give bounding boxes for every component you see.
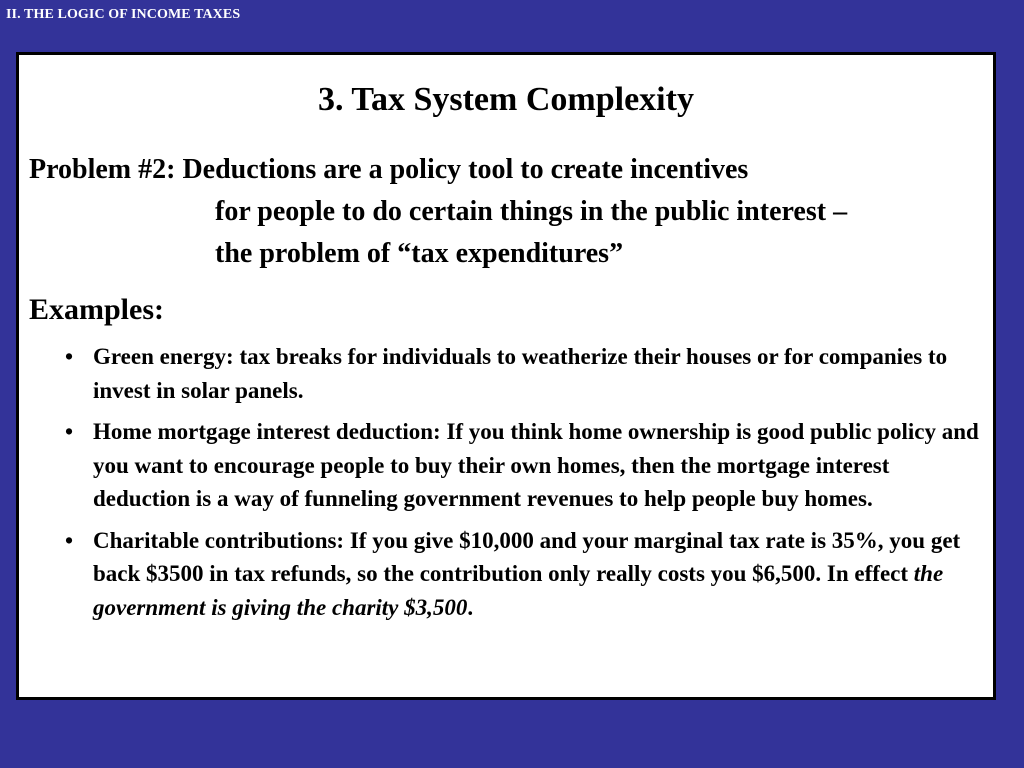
examples-list: [65, 340, 985, 632]
bullet-text: Green energy: tax breaks for individuals to weatherize their houses or for companies to invest in solar panels.: [93, 344, 948, 403]
bullet-text: Home mortgage interest deduction: If you think home ownership is good public policy and you want to encourage people to buy their own homes, then the mortgage interest deduction is a way of funneling government revenues to help people buy homes.: [93, 419, 979, 511]
problem-line-1: Problem #2: Deductions are a policy tool to create incentives: [29, 154, 749, 185]
bullet-text: Charitable contributions: If you give $10,000 and your marginal tax rate is 35%, you get back $3500 in tax refunds, so the contribution only really costs you $6,500. In effect: [93, 527, 961, 586]
examples-heading: Examples:: [29, 293, 164, 326]
section-header: II. THE LOGIC OF INCOME TAXES: [6, 7, 241, 22]
list-item-mortgage-interest: [65, 415, 985, 516]
problem-line-3: the problem of “tax expenditures”: [215, 238, 624, 269]
slide-title: 3. Tax System Complexity: [318, 81, 694, 118]
slide-panel: [16, 52, 996, 700]
bullet-icon: •: [65, 419, 74, 444]
list-item-charitable-contributions: [65, 524, 985, 625]
bullet-end: .: [467, 594, 474, 620]
problem-line-2: for people to do certain things in the public interest –: [215, 196, 848, 227]
bullet-icon: •: [65, 527, 74, 553]
problem-statement: [29, 149, 989, 275]
bullet-emphasis: the government is giving the charity $3,500: [93, 561, 944, 620]
bullet-icon: •: [65, 344, 74, 369]
list-item-green-energy: [65, 340, 985, 407]
